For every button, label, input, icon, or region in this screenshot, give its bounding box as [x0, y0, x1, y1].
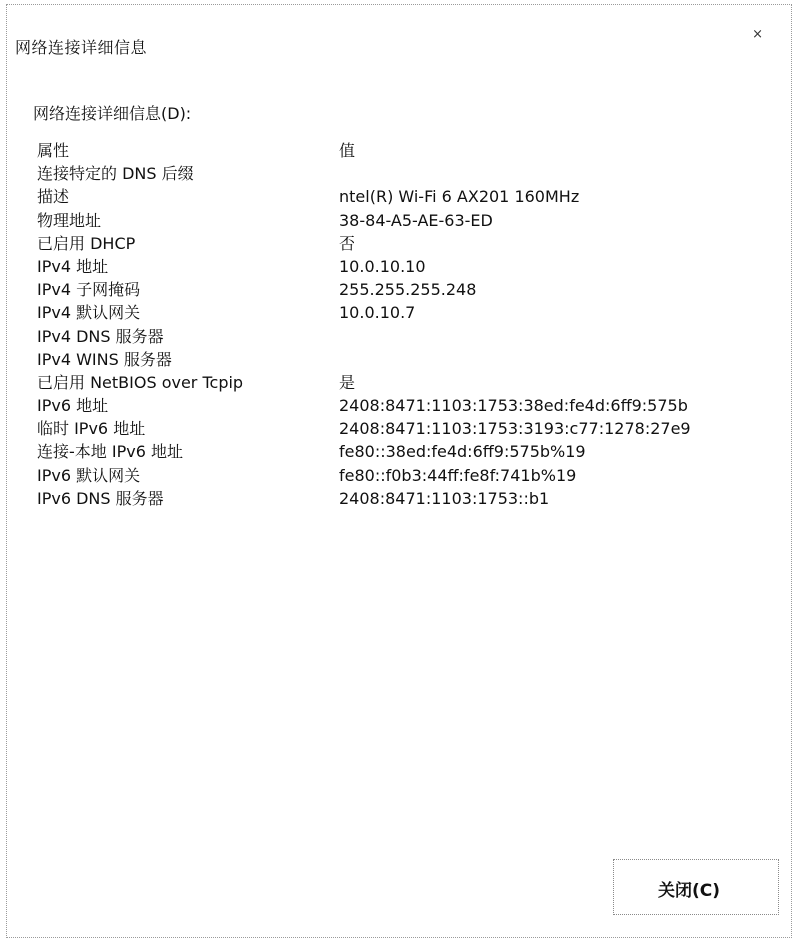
- property-value: 10.0.10.7: [339, 303, 416, 323]
- property-name: 临时 IPv6 地址: [37, 419, 146, 439]
- property-name: 已启用 NetBIOS over Tcpip: [37, 372, 244, 392]
- window-title: 网络连接详细信息: [15, 38, 148, 57]
- table-row[interactable]: [37, 394, 777, 417]
- table-row[interactable]: [37, 487, 777, 510]
- property-value: fe80::38ed:fe4d:6ff9:575b%19: [339, 442, 586, 462]
- property-value: 2408:8471:1103:1753::b1: [339, 488, 550, 508]
- network-details-dialog: [6, 4, 792, 938]
- property-name: IPv4 地址: [37, 256, 109, 276]
- property-value: ntel(R) Wi-Fi 6 AX201 160MHz: [339, 187, 580, 207]
- table-row[interactable]: [37, 232, 777, 255]
- table-header: [37, 139, 777, 162]
- details-section-label: 网络连接详细信息(D):: [33, 104, 192, 123]
- property-name: IPv4 DNS 服务器: [37, 326, 164, 346]
- property-name: IPv6 地址: [37, 396, 109, 416]
- table-row[interactable]: [37, 301, 777, 324]
- property-value: 2408:8471:1103:1753:38ed:fe4d:6ff9:575b: [339, 396, 688, 416]
- property-name: 连接特定的 DNS 后缀: [37, 164, 194, 184]
- close-button-label: 关闭(C): [658, 881, 721, 901]
- details-table: [37, 139, 777, 510]
- column-header-value: 值: [339, 141, 356, 160]
- property-value: 38-84-A5-AE-63-ED: [339, 210, 493, 230]
- close-button[interactable]: [613, 859, 779, 915]
- column-header-property: 属性: [37, 141, 70, 160]
- table-row[interactable]: [37, 464, 777, 487]
- property-value: 否: [339, 233, 356, 253]
- property-name: IPv6 默认网关: [37, 465, 141, 485]
- property-name: IPv4 默认网关: [37, 303, 141, 323]
- table-row[interactable]: [37, 325, 777, 348]
- property-value: 255.255.255.248: [339, 280, 477, 300]
- property-value: fe80::f0b3:44ff:fe8f:741b%19: [339, 465, 577, 485]
- table-row[interactable]: [37, 348, 777, 371]
- property-name: 物理地址: [37, 210, 102, 230]
- table-row[interactable]: [37, 209, 777, 232]
- table-row[interactable]: [37, 255, 777, 278]
- title-bar: [7, 5, 791, 57]
- property-name: IPv4 子网掩码: [37, 280, 141, 300]
- table-row[interactable]: [37, 162, 777, 185]
- property-value: 10.0.10.10: [339, 256, 426, 276]
- property-value: 是: [339, 372, 356, 392]
- close-icon[interactable]: ×: [752, 27, 763, 42]
- property-value: 2408:8471:1103:1753:3193:c77:1278:27e9: [339, 419, 691, 439]
- table-row[interactable]: [37, 371, 777, 394]
- property-name: 连接-本地 IPv6 地址: [37, 442, 183, 462]
- property-name: IPv4 WINS 服务器: [37, 349, 172, 369]
- property-name: 描述: [37, 187, 70, 207]
- table-row[interactable]: [37, 440, 777, 463]
- property-name: IPv6 DNS 服务器: [37, 488, 164, 508]
- table-row[interactable]: [37, 417, 777, 440]
- property-name: 已启用 DHCP: [37, 233, 136, 253]
- table-row[interactable]: [37, 185, 777, 208]
- table-row[interactable]: [37, 278, 777, 301]
